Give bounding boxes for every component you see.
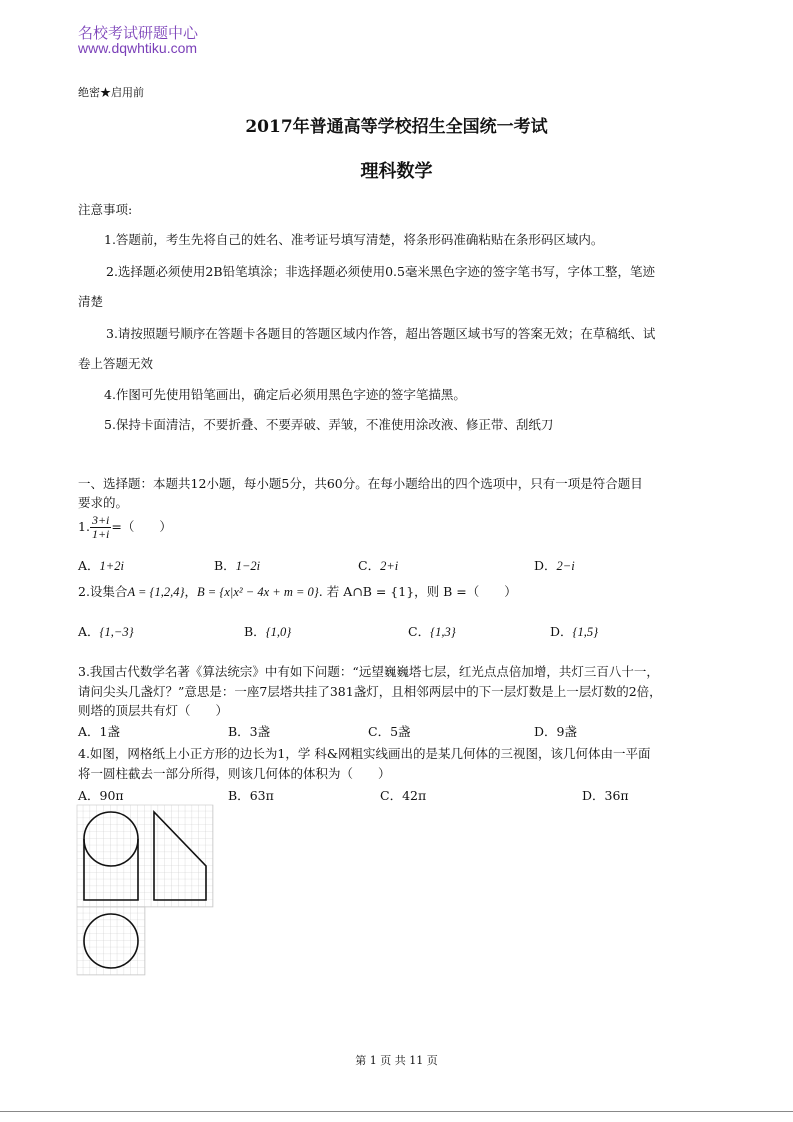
page-footer: 第 1 页 共 11 页 [355,1054,438,1067]
watermark-url: www.dqwhtiku.com [78,40,198,56]
q1-numerator: 3+i [91,513,110,527]
question-2 [78,582,517,600]
section1-line1: 一、选择题：本题共12小题，每小题5分，共60分。在每小题给出的四个选项中，只有一项是符合题目 [78,476,643,491]
q2-d-label: D． [550,624,573,639]
q4-line2: 将一圆柱截去一部分所得，则该几何体的体积为（ ） [78,766,391,781]
notes-heading: 注意事项: [78,202,133,217]
q1-b-value: 1−2i [235,559,261,573]
q2-option-d[interactable] [550,622,598,640]
q1-tail: =（ ） [111,519,172,534]
q1-d-label: D． [534,558,557,573]
q4-a-value: 90π [99,788,124,803]
watermark-name: 名校考试研题中心 [78,24,199,42]
section1-line2: 要求的。 [78,495,129,510]
q2-a-value: {1,−3} [99,625,134,639]
q1-c-value: 2+i [380,559,399,573]
exam-subtitle: 理科数学 [360,161,433,182]
q1-option-b[interactable] [214,556,260,574]
q2-c-label: C． [408,624,431,639]
q2-d-value: {1,5} [572,625,599,639]
q4-d-label: D． [582,788,605,803]
q3-option-a[interactable]: A．1盏 [78,724,120,739]
q2-c-value: {1,3} [430,625,456,639]
q4-a-label: A． [78,788,100,803]
q2-option-c[interactable] [408,622,456,640]
q4-line1: 4.如图，网格纸上小正方形的边长为1，学 科&网粗实线画出的是某几何体的三视图，该几何体由一平面 [78,746,651,761]
q1-c-label: C． [358,558,381,573]
q4-option-d[interactable] [582,786,629,804]
three-view-figure [76,804,216,976]
q3-line2: 请问尖头几盏灯？”意思是：一座7层塔共挂了381盏灯，且相邻两层中的下一层灯数是上一层灯数的2倍， [78,684,662,699]
q1-a-value: 1+2i [99,559,124,573]
q3-option-c[interactable]: C．5盏 [368,724,411,739]
q3-line3: 则塔的顶层共有灯（ ） [78,703,229,718]
q2-b-label: B． [244,624,266,639]
q4-b-label: B． [228,788,250,803]
q4-option-c[interactable] [380,786,426,804]
q4-d-value: 36π [604,788,629,803]
q1-fraction [90,514,111,541]
bottom-divider [0,1111,793,1112]
q2-condition: . 若 A∩B = {1}，则 B =（ ） [318,584,517,599]
q1-option-d[interactable] [534,556,575,574]
q3-option-d[interactable]: D．9盏 [534,724,577,739]
top-view-grid [77,907,145,975]
q4-option-a[interactable] [78,786,124,804]
q4-c-value: 42π [402,788,427,803]
q2-a-label: A． [78,624,100,639]
q3-line1: 3.我国古代数学名著《算法统宗》中有如下问题：“远望巍巍塔七层，红光点点倍加增，共灯三百八十一， [78,664,659,679]
front-side-grid [77,805,213,907]
q1-b-label: B． [214,558,236,573]
exam-title: 2017年普通高等学校招生全国统一考试 [245,117,548,137]
note-item-2b: 清楚 [78,294,104,309]
q2-b-value: {1,0} [265,625,292,639]
q1-option-a[interactable] [78,556,124,574]
q2-option-a[interactable] [78,622,134,640]
q2-set-a: A = {1,2,4} [127,585,185,599]
q1-a-label: A． [78,558,100,573]
question-1 [78,514,172,541]
note-item-3b: 卷上答题无效 [78,356,154,371]
secret-label: 绝密★启用前 [78,86,144,99]
q3-option-b[interactable]: B．3盏 [228,724,271,739]
q1-option-c[interactable] [358,556,398,574]
note-item-1: 1.答题前，考生先将自己的姓名、准考证号填写清楚，将条形码准确粘贴在条形码区域内。 [104,232,604,247]
q2-option-b[interactable] [244,622,291,640]
q1-number: 1. [78,519,90,534]
note-item-4: 4.作图可先使用铅笔画出，确定后必须用黑色字迹的签字笔描黑。 [104,387,466,402]
note-item-5: 5.保持卡面清洁，不要折叠、不要弄破、弄皱，不准使用涂改液、修正带、刮纸刀 [104,417,554,432]
note-item-3a: 3.请按照题号顺序在答题卡各题目的答题区域内作答，超出答题区域书写的答案无效；在草稿纸、试 [106,326,656,341]
q2-sep: ， [184,584,198,599]
q1-denominator: 1+i [91,527,110,541]
q4-c-label: C． [380,788,403,803]
q4-b-value: 63π [249,788,274,803]
q2-prefix: 2.设集合 [78,584,128,599]
note-item-2a: 2.选择题必须使用2B铅笔填涂；非选择题必须使用0.5毫米黑色字迹的签字笔书写，字体工整，笔迹 [106,264,655,279]
q1-d-value: 2−i [556,559,575,573]
q4-option-b[interactable] [228,786,274,804]
q2-set-b: B = {x|x² − 4x + m = 0} [197,585,319,599]
